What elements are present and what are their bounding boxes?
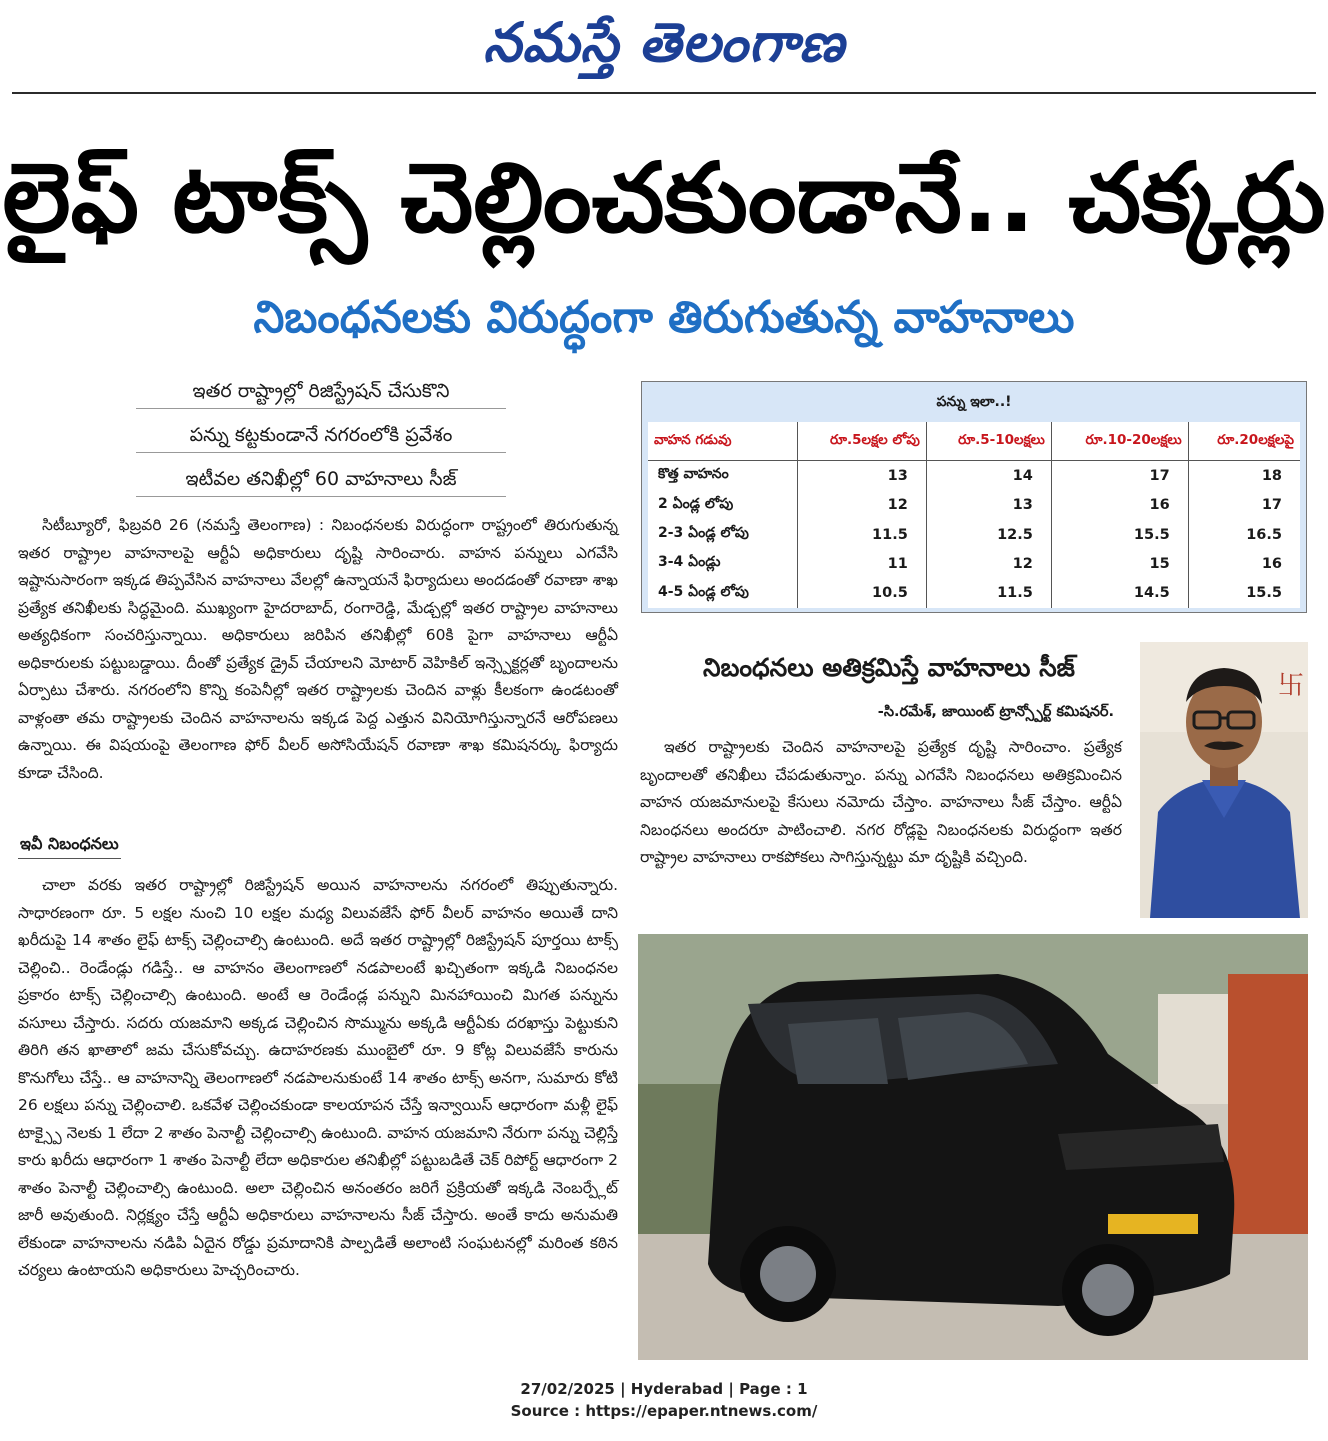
tax-header-cell: రూ.5లక్షల లోపు [798,422,927,461]
table-cell: 12 [798,490,927,519]
table-cell: 15.5 [1246,585,1282,602]
kicker-3: ఇటీవల తనిఖీల్లో 60 వాహనాలు సీజ్ [136,462,506,497]
quote-text: ఇతర రాష్ట్రాలకు చెందిన వాహనాలపై ప్రత్యేక దృష్టి సారించాం. ప్రత్యేక బృందాలతో తనిఖీలు చేపడుతున్నాం. పన్ను ఎగవేసి నిబంధనలు అతిక్రమించిన వాహన యజమానులపై కేసులు నమోదు చేస్తాం. వాహనాలు సీజ్ చేస్తాం. ఆర్టీఏ నిబంధనలు అందరూ పాటించాలి. నగర రోడ్లపై నిబంధనలకు విరుద్ధంగా ఇతర రాష్ట్రాల వాహనాలు రాకపోకలు సాగిస్తున్నట్టు మా దృష్టికి వచ్చింది. [640,738,1122,866]
table-cell: 12 [926,549,1051,578]
tax-header-cell: వాహన గడువు [648,422,798,461]
table-cell: 18 [1261,467,1282,484]
table-cell: 2 ఏండ్ల లోపు [648,490,798,519]
tax-table [648,422,1300,608]
quote-byline: -సి.రమేశ్, జాయింట్ ట్రాన్స్పోర్ట్ కమిషనర్. [877,704,1114,720]
table-cell: 15.5 [1051,520,1188,549]
footer-date-line: 27/02/2025 | Hyderabad | Page : 1 [520,1380,808,1398]
table-row [648,579,1300,608]
tax-table-title: పన్ను ఇలా..! [936,394,1012,410]
tax-table-box [641,381,1307,613]
table-row [648,549,1300,578]
kicker-1: ఇతర రాష్ట్రాల్లో రిజిస్ట్రేషన్ చేసుకొని [136,374,506,409]
table-cell: 4-5 ఏండ్ల లోపు [648,579,798,608]
table-cell: 13 [926,490,1051,519]
tax-table-header-row [648,422,1300,461]
car-illustration [638,934,1308,1360]
table-cell: 14 [926,461,1051,491]
table-cell: 16 [1051,490,1188,519]
table-row [648,520,1300,549]
table-cell: 17 [1051,461,1188,491]
person-illustration [1140,642,1308,918]
svg-text:卐: 卐 [1278,671,1305,701]
tax-header-cell: రూ.5-10లక్షలు [926,422,1051,461]
tax-header-cell: రూ.10-20లక్షలు [1051,422,1188,461]
quote-headline: నిబంధనలు అతిక్రమిస్తే వాహనాలు సీజ్ [703,653,1075,682]
official-portrait-photo [1140,642,1308,918]
table-cell: 16 [1261,555,1282,572]
table-cell: 13 [798,461,927,491]
article-paragraph-1: సిటీబ్యూరో, ఫిబ్రవరి 26 (నమస్తే తెలంగాణ) : నిబంధనలకు విరుద్ధంగా రాష్ట్రంలో తిరుగుతున్న ఇతర రాష్ట్రాల వాహనాలపై ఆర్టీఏ అధికారులు దృష్టి సారించారు. వాహన పన్నులు ఎగవేసి ఇష్టానుసారంగా ఇక్కడ తిప్పవేసిన వాహనాలు వేలల్లో ఉన్నాయనే ఫిర్యాదులు అందడంతో రవాణా శాఖ ప్రత్యేక తనిఖీలకు సిద్ధమైంది. ముఖ్యంగా హైదరాబాద్, రంగారెడ్డి, మేడ్చల్లో ఇతర రాష్ట్రాల వాహనాలు అత్యధికంగా సంచరిస్తున్నాయి. అధికారులు జరిపిన తనిఖీల్లో 60కి పైగా వాహనాలు ఆర్టీఏ అధికారులకు పట్టుబడ్డాయి. దీంతో ప్రత్యేక డ్రైవ్ చేయాలని మోటార్ వెహికిల్ ఇన్స్పెక్టర్లతో బృందాలను ఏర్పాటు చేశారు. నగరంలోని కొన్ని కంపెనీల్లో ఇతర రాష్ట్రాలకు చెందిన వాళ్లు కీలకంగా ఉండటంతో వాళ్లంతా తమ రాష్ట్రాలకు చెందిన వాహనాలను ఇక్కడ పెద్ద ఎత్తున వినియోగిస్తున్నారనే ఆరోపణలు ఉన్నాయి. ఈ విషయంపై తెలంగాణ ఫోర్ వీలర్ అసోసియేషన్ రవాణా శాఖ కమిషనర్కు ఫిర్యాదు కూడా చేసింది. [18,516,618,782]
table-cell: 11.5 [798,520,927,549]
vehicle-photo [638,934,1308,1360]
article-paragraph-2: చాలా వరకు ఇతర రాష్ట్రాల్లో రిజిస్ట్రేషన్ అయిన వాహనాలను నగరంలో తిప్పుతున్నారు. సాధారణంగా రూ. 5 లక్షల నుంచి 10 లక్షల మధ్య విలువజేసే ఫోర్ వీలర్ వాహనం అయితే దాని ఖరీదుపై 14 శాతం లైఫ్ టాక్స్ చెల్లించాల్సి ఉంటుంది. అదే ఇతర రాష్ట్రాల్లో రిజిస్ట్రేషన్ పూర్తయి టాక్స్ చెల్లించి.. రెండేండ్లు గడిస్తే.. ఆ వాహనం తెలంగాణలో నడపాలంటే ఖచ్చితంగా ఇక్కడి నిబంధనల ప్రకారం టాక్స్ చెల్లించాల్సి ఉంటుంది. అంటే ఆ రెండేండ్ల పన్నుని మినహాయించి మిగత పన్నును వసూలు చేస్తారు. సదరు యజమాని అక్కడ చెల్లించిన సొమ్మును అక్కడి ఆర్టీఏకు దరఖాస్తు పెట్టుకుని తిరిగి తన ఖాతాలో జమ చేసుకోవచ్చు. ఉదాహరణకు ముంబైలో రూ. 9 కోట్ల విలువజేసే కారును కొనుగోలు చేస్తే.. ఆ వాహనాన్ని తెలంగాణలో నడపాలనుకుంటే 14 శాతం టాక్స్ అనగా, సుమారు కోటి 26 లక్షలు పన్ను చెల్లించాలి. ఒకవేళ చెల్లించకుండా కాలయాపన చేస్తే ఇన్వాయిస్ ఆధారంగా మళ్లీ లైఫ్ టాక్స్పై నెలకు 1 లేదా 2 శాతం పెనాల్టీ చెల్లించాల్సి ఉంటుంది. వాహన యజమాని నేరుగా పన్ను చెల్లిస్తే కారు ఖరీదు ఆధారంగా 1 శాతం పెనాల్టీ లేదా అధికారుల తనిఖీల్లో పట్టుబడితే చెక్ రిపోర్ట్ ఆధారంగా 2 శాతం పెనాల్టీ చెల్లించాల్సి ఉంటుంది. అలా చెల్లించిన అనంతరం జరిగే ప్రక్రియతో ఇక్కడి నెంబర్ప్లేట్ జారీ అవుతుంది. నిర్లక్ష్యం చేస్తే ఆర్టీఏ అధికారులు వాహనాలను సీజ్ చేస్తారు. అంతే కాదు అనుమతి లేకుండా వాహనాలను నడిపి ఏదైన రోడ్డు ప్రమాదానికి పాల్పడితే అలాంటి సంఘటనల్లో మరింత కఠిన చర్యలు ఉంటాయని అధికారులు హెచ్చరించారు. [18,876,618,1279]
table-cell: 11.5 [926,579,1051,608]
table-row [648,461,1300,491]
table-cell: 12.5 [926,520,1051,549]
tax-header-cell: రూ.20లక్షలపై [1188,422,1300,461]
footer-source-link[interactable]: Source : https://epaper.ntnews.com/ [510,1402,818,1420]
masthead-rule [12,92,1316,94]
table-cell: 15 [1051,549,1188,578]
table-cell: 17 [1261,497,1282,514]
subheadline: నిబంధనలకు విరుద్ధంగా తిరుగుతున్న వాహనాలు [253,292,1075,343]
table-cell: 10.5 [798,579,927,608]
kicker-2: పన్ను కట్టకుండానే నగరంలోకి ప్రవేశం [136,418,506,453]
table-cell: 11 [798,549,927,578]
section-heading: ఇవీ నిబంధనలు [18,830,121,859]
masthead-logo: నమస్తే తెలంగాణ [483,11,845,74]
headline: లైఫ్ టాక్స్ చెల్లించకుండానే.. చక్కర్లు [2,142,1326,254]
table-cell: 2-3 ఏండ్ల లోపు [648,520,798,549]
table-cell: 3-4 ఏండ్లు [648,549,798,578]
table-cell: కొత్త వాహనం [648,461,798,491]
table-cell: 16.5 [1246,526,1282,543]
table-row [648,490,1300,519]
table-cell: 14.5 [1051,579,1188,608]
